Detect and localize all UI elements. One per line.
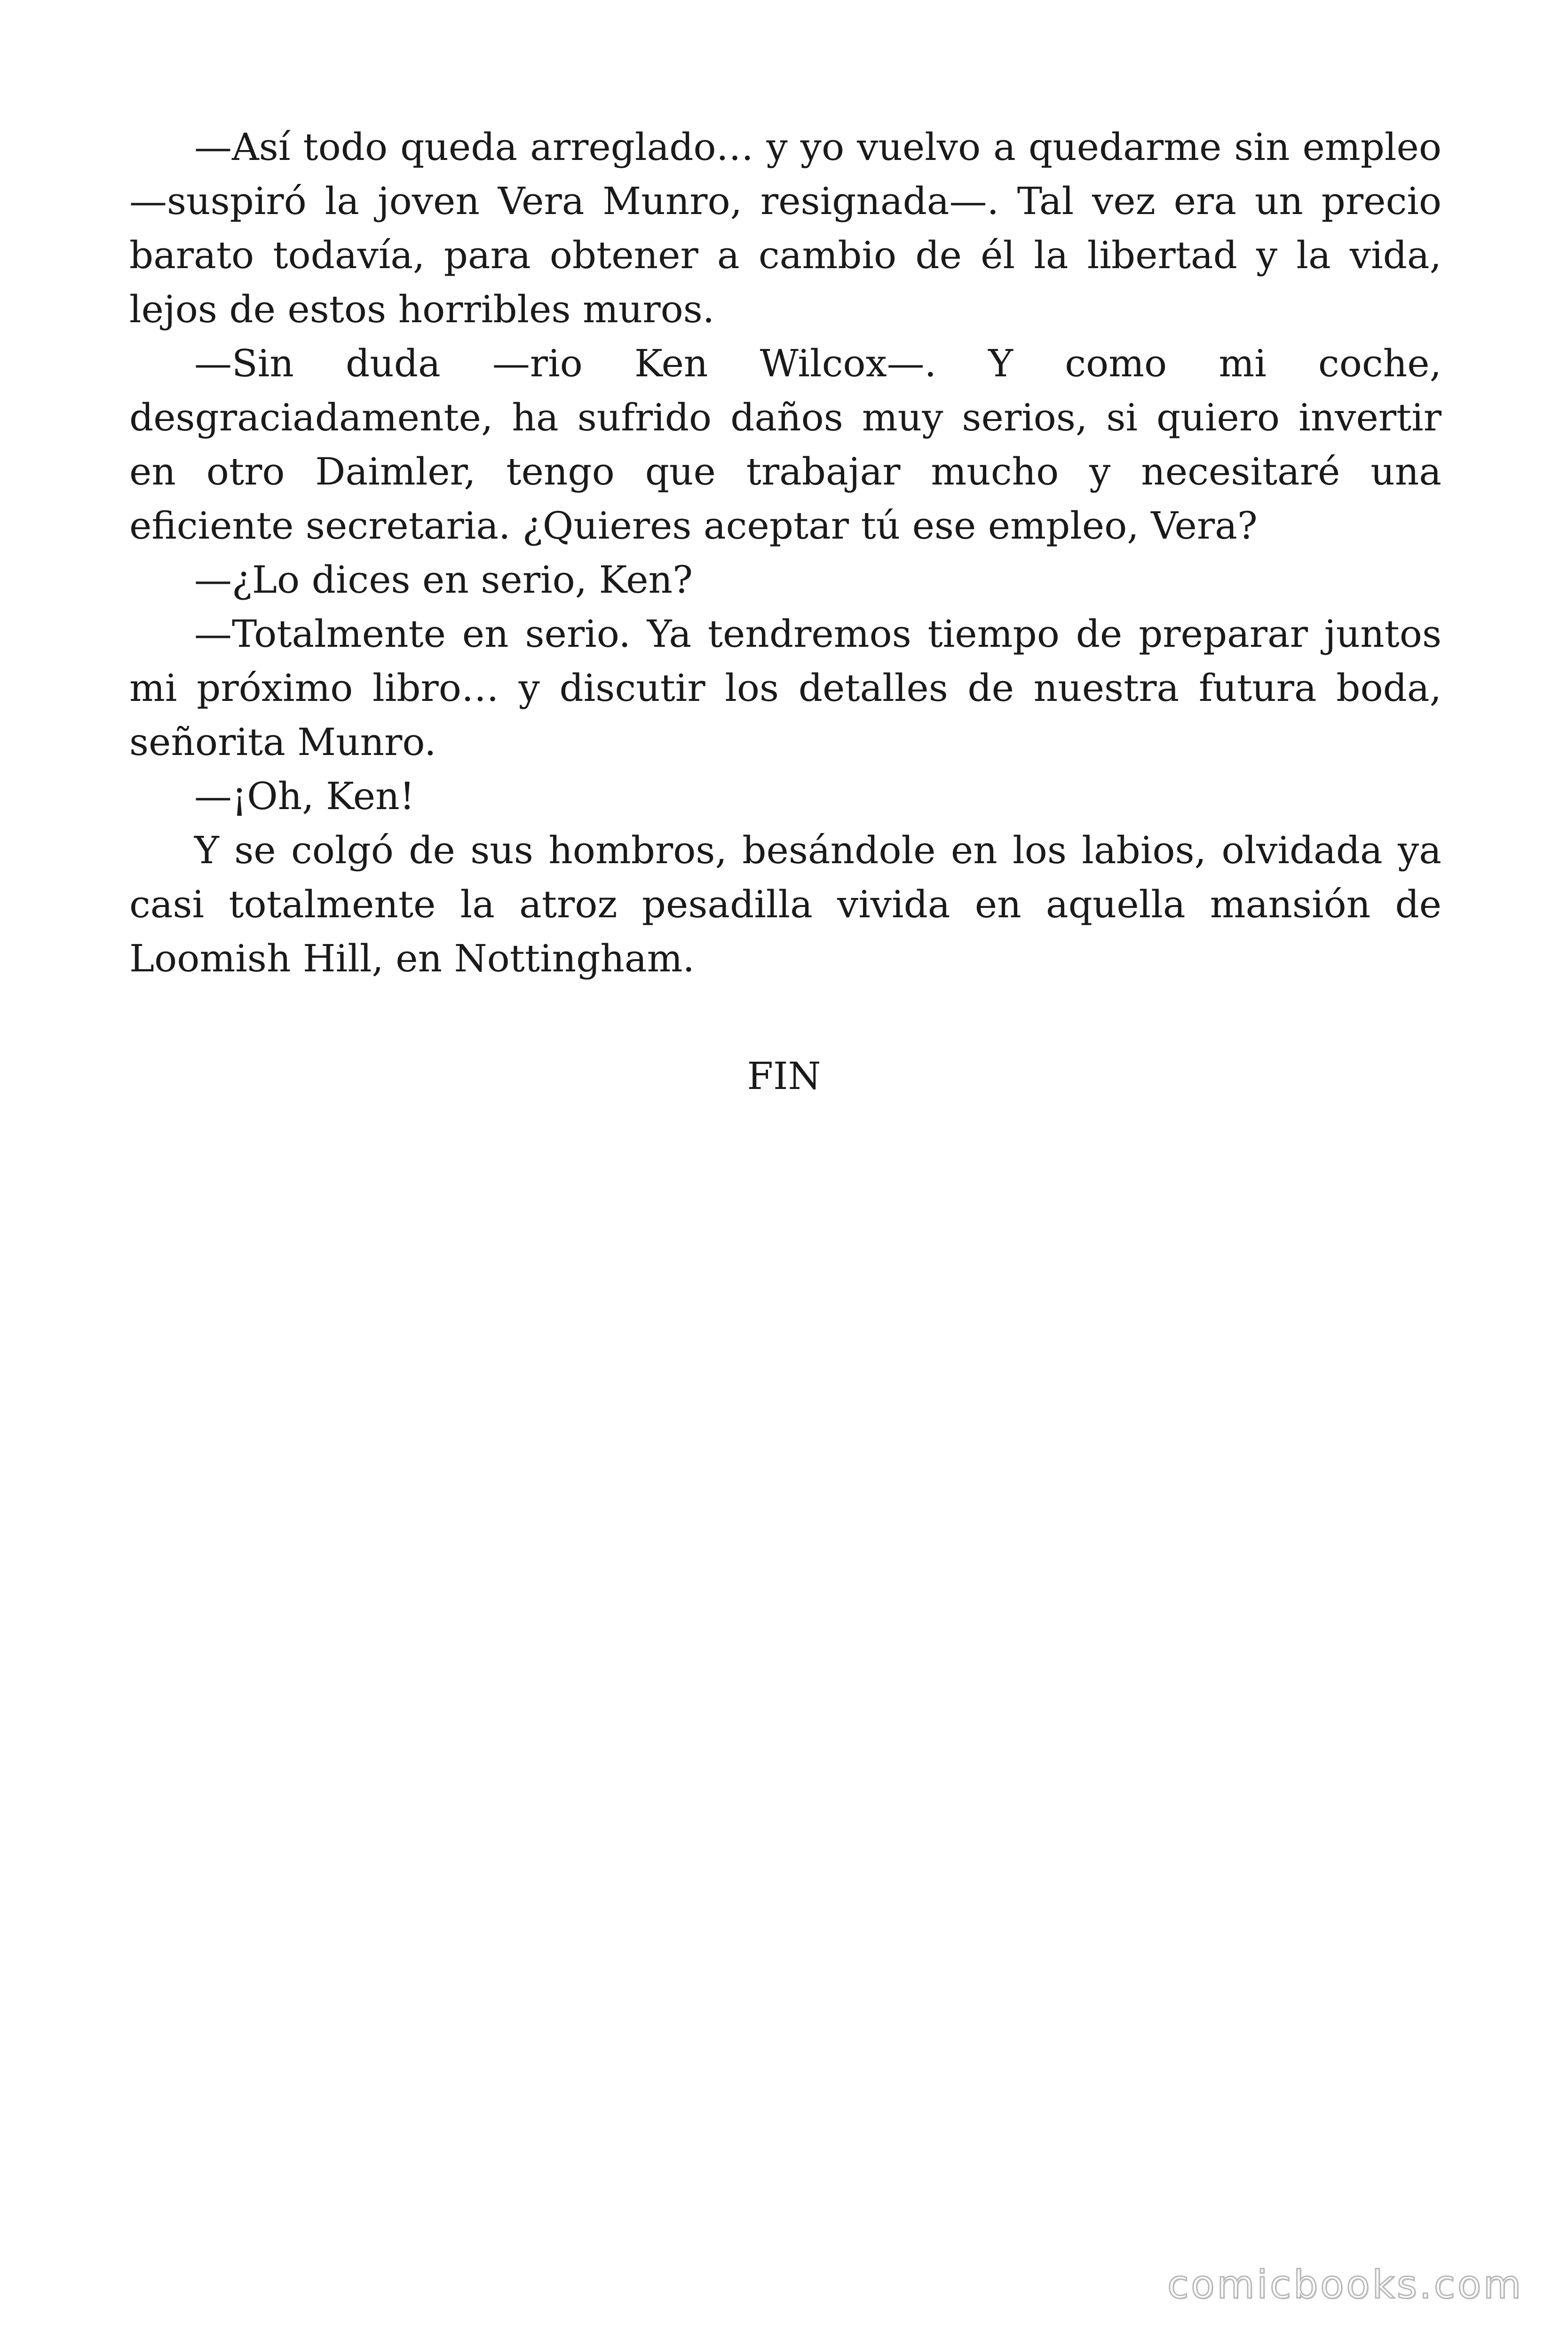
paragraph: —Totalmente en serio. Ya tendremos tiempo de preparar juntos mi próximo libro… y discutir los detalles de nuestra futura boda, señorita Munro. bbox=[129, 612, 1441, 764]
paragraph: —¿Lo dices en serio, Ken? bbox=[194, 558, 693, 602]
paragraph: —Así todo queda arreglado… y yo vuelvo a quedarme sin empleo —suspiró la joven Vera Munro, resignada—. Tal vez era un precio barato todavía, para obtener a cambio de él la libertad y la vida, lejos de estos horribles muros. bbox=[129, 125, 1441, 331]
ending-text: FIN bbox=[747, 1054, 821, 1098]
paragraph: Y se colgó de sus hombros, besándole en los labios, olvidada ya casi totalmente la atroz pesadilla vivida en aquella mansión de Loomish Hill, en Nottingham. bbox=[129, 828, 1441, 980]
body-text bbox=[129, 120, 1441, 985]
paragraph: —¡Oh, Ken! bbox=[194, 774, 415, 818]
watermark: comicbooks.com bbox=[1167, 2263, 1523, 2307]
paragraph: —Sin duda —rio Ken Wilcox—. Y como mi coche, desgraciadamente, ha sufrido daños muy serios, si quiero invertir en otro Daimler, tengo que trabajar mucho y necesitaré una eficiente secretaria. ¿Quieres aceptar tú ese empleo, Vera? bbox=[129, 342, 1441, 548]
